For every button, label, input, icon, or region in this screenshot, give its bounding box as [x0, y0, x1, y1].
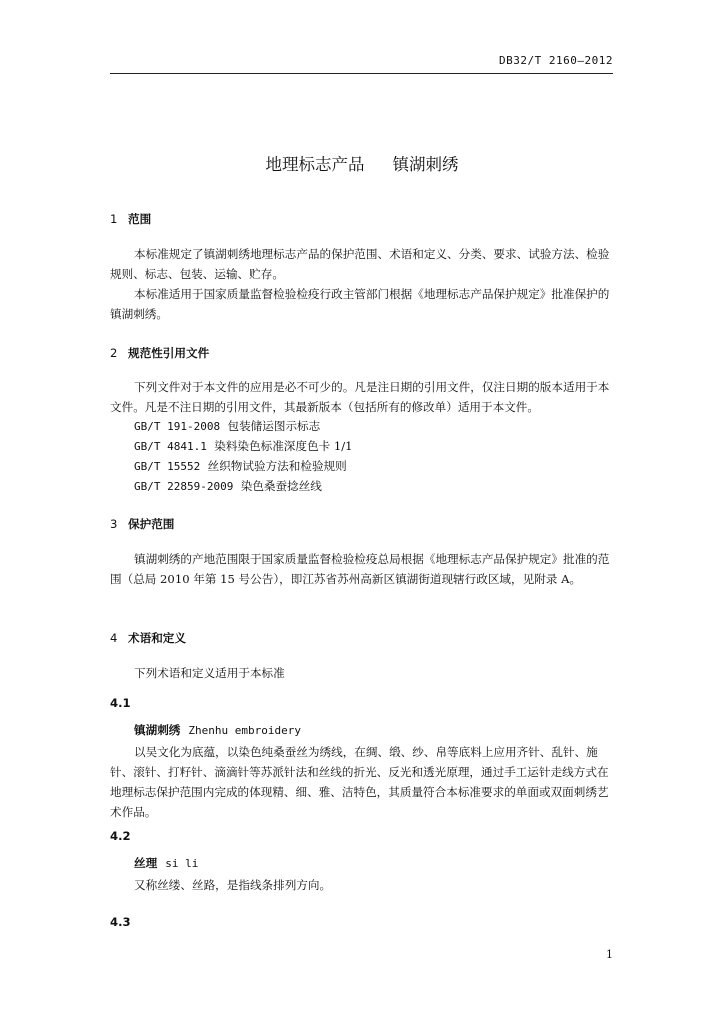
paragraph: 本标准适用于国家质量监督检验检疫行政主管部门根据《地理标志产品保护规定》批准保护的镇湖刺绣。 — [110, 287, 610, 321]
term-number: 4.1 — [110, 696, 131, 710]
reference-item — [134, 478, 322, 494]
term-heading — [134, 855, 198, 871]
term-heading — [134, 722, 301, 738]
reference-code: GB/T 4841.1 — [134, 440, 207, 453]
paragraph: 以吴文化为底蕴，以染色纯桑蚕丝为绣线，在绸、缎、纱、帛等底料上应用齐针、乱针、施针、滚针、打籽针、滴滴针等苏派针法和丝线的折光、反光和透光原理，通过手工运针走线方式在地理标志保护范围内完成的体现精、细、雅、洁特色，其质量符合本标准要求的单面或双面刺绣艺术作品。 — [110, 745, 609, 819]
section-number: 4 — [110, 631, 118, 645]
term-number: 4.3 — [110, 915, 131, 929]
paragraph: 本标准规定了镇湖刺绣地理标志产品的保护范围、术语和定义、分类、要求、试验方法、检验规则、标志、包装、运输、贮存。 — [110, 247, 610, 281]
section-number: 1 — [110, 212, 118, 226]
reference-item — [134, 438, 353, 454]
title-part-2: 镇湖刺绣 — [392, 155, 459, 174]
reference-item — [134, 458, 347, 474]
section-4-intro — [110, 663, 614, 683]
term-name: 丝理 — [134, 856, 158, 870]
header-rule — [110, 73, 613, 74]
section-3-heading — [110, 516, 174, 532]
reference-name: 丝织物试验方法和检验规则 — [207, 459, 347, 473]
paragraph: 下列文件对于本文件的应用是必不可少的。凡是注日期的引用文件，仅注日期的版本适用于本文件。凡是不注日期的引用文件，其最新版本（包括所有的修改单）适用于本文件。 — [110, 380, 610, 414]
section-4-heading — [110, 630, 186, 646]
document-title — [0, 151, 724, 175]
paragraph: 下列术语和定义适用于本标准 — [134, 666, 285, 680]
section-title: 规范性引用文件 — [128, 346, 210, 360]
section-1-body — [110, 244, 614, 324]
term-number: 4.2 — [110, 829, 131, 843]
section-title: 范围 — [128, 212, 152, 226]
section-title: 术语和定义 — [128, 631, 186, 645]
title-part-1: 地理标志产品 — [265, 155, 365, 174]
term-english: si li — [165, 857, 199, 870]
section-number: 3 — [110, 517, 118, 531]
term-definition — [110, 742, 614, 822]
reference-code: GB/T 15552 — [134, 460, 201, 473]
reference-name: 包装储运图示标志 — [227, 419, 321, 433]
standard-code: DB32/T 2160—2012 — [499, 54, 613, 67]
page-number: 1 — [606, 948, 613, 961]
reference-name: 染色桑蚕捻丝线 — [240, 479, 322, 493]
section-3-body — [110, 549, 614, 589]
reference-item — [134, 418, 320, 434]
paragraph: 镇湖刺绣的产地范围限于国家质量监督检验检疫总局根据《地理标志产品保护规定》批准的范围（总局 2010 年第 15 号公告），即江苏省苏州高新区镇湖街道现辖行政区域，见附录 A。 — [110, 552, 610, 586]
term-definition — [110, 875, 614, 895]
reference-name: 染料染色标准深度色卡 1/1 — [214, 439, 353, 453]
term-english: Zhenhu embroidery — [188, 724, 301, 737]
reference-code: GB/T 22859-2009 — [134, 480, 234, 493]
reference-code: GB/T 191-2008 — [134, 420, 221, 433]
section-2-body — [110, 377, 614, 417]
section-number: 2 — [110, 346, 118, 360]
paragraph: 又称丝缕、丝路，是指线条排列方向。 — [134, 878, 332, 892]
term-name: 镇湖刺绣 — [134, 723, 181, 737]
section-1-heading — [110, 211, 151, 227]
section-2-heading — [110, 345, 209, 361]
section-title: 保护范围 — [128, 517, 175, 531]
